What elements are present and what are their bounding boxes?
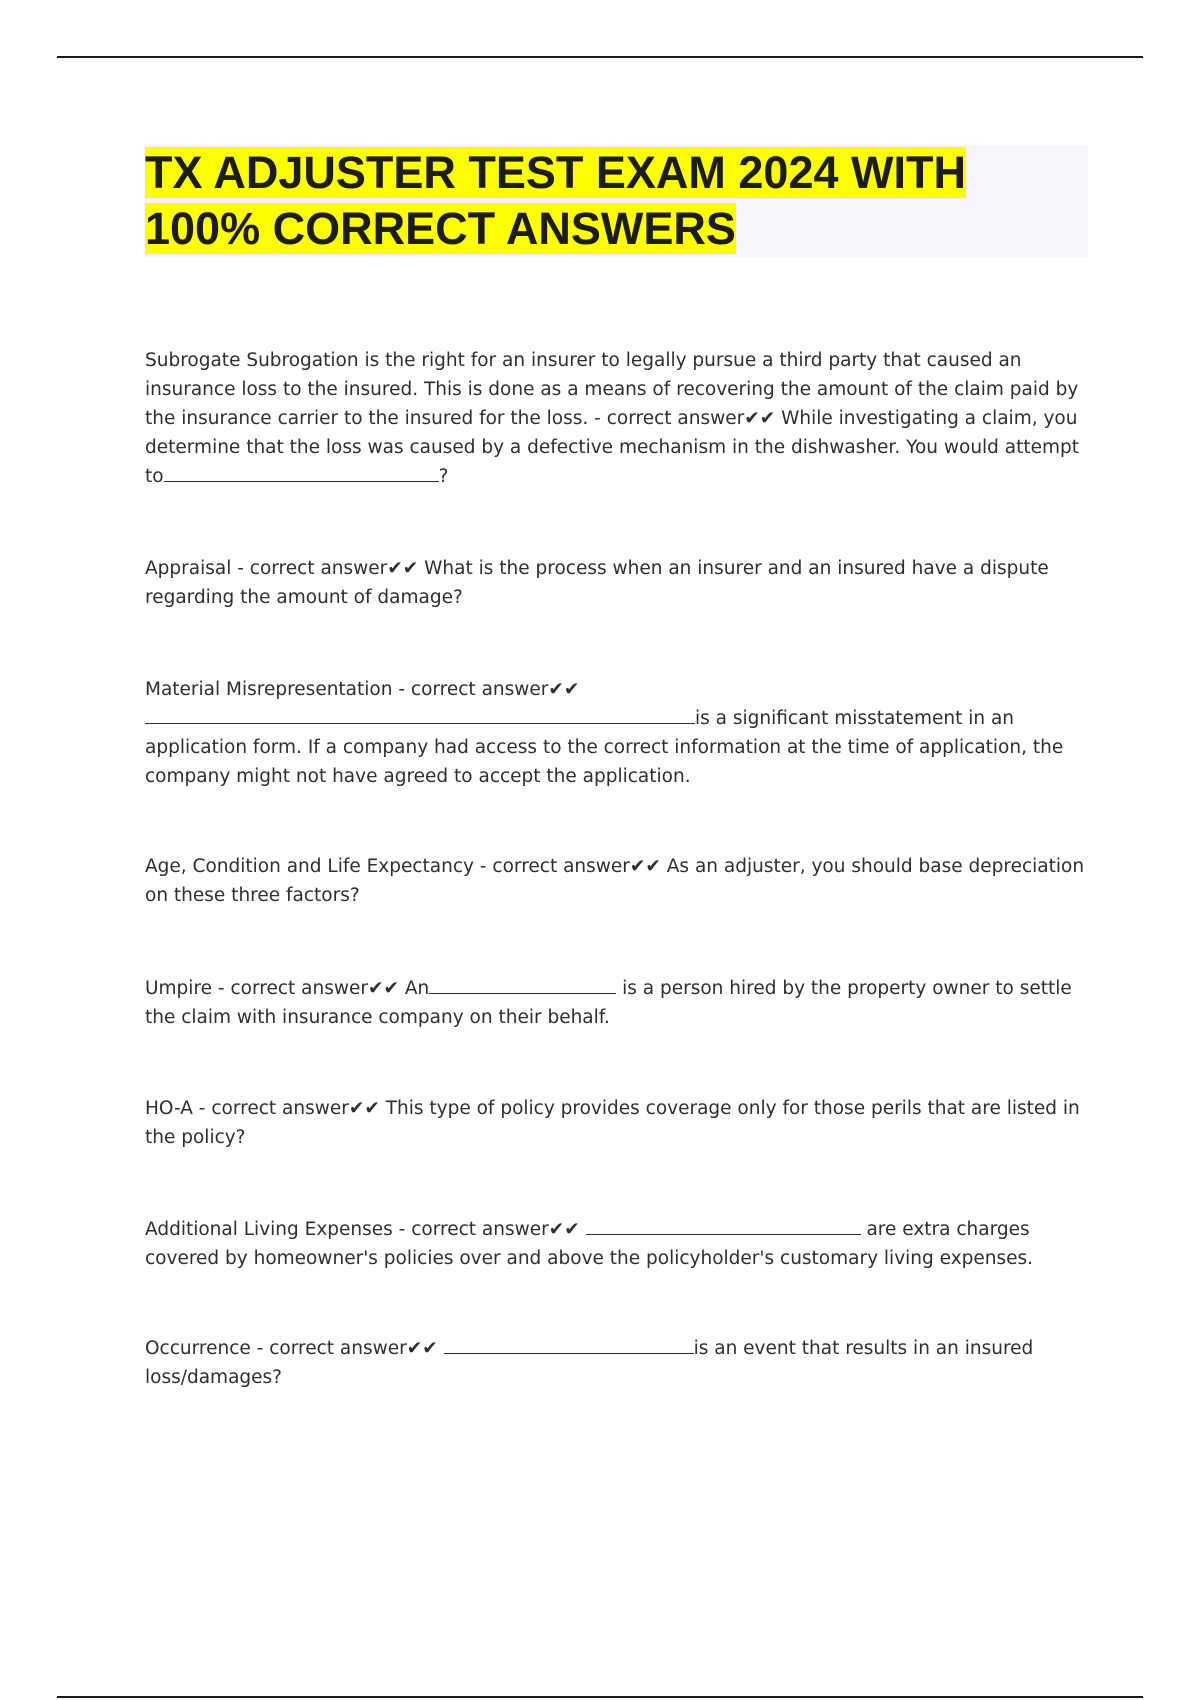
fill-in-blank bbox=[444, 1334, 694, 1354]
question-text-end: is a person hired by the property owner to settle the claim with insurance company on their behalf. bbox=[145, 978, 1072, 1028]
question-text-end: ? bbox=[438, 466, 449, 487]
answer-text: Appraisal bbox=[145, 558, 232, 579]
correct-answer-marker: - correct answer✔✔ bbox=[231, 558, 425, 579]
bottom-rule bbox=[57, 1696, 1143, 1698]
qa-item-3 bbox=[145, 675, 1090, 791]
correct-answer-marker: - correct answer✔✔ bbox=[588, 408, 782, 429]
title-line-1: TX ADJUSTER TEST EXAM 2024 WITH bbox=[145, 147, 966, 198]
question-text: As an adjuster, you should base depreciation on these three factors? bbox=[145, 856, 1085, 906]
answer-text: Umpire bbox=[145, 978, 213, 999]
fill-in-blank bbox=[145, 704, 695, 724]
document-title bbox=[145, 145, 1088, 257]
fill-in-blank bbox=[164, 462, 439, 482]
question-text: An bbox=[404, 978, 430, 999]
qa-item-6 bbox=[145, 1094, 1090, 1152]
question-text: While investigating a claim, you determine that the loss was caused by a defective mechanism in the dishwasher. You would attempt to bbox=[145, 408, 1080, 487]
top-rule bbox=[57, 56, 1143, 58]
fill-in-blank bbox=[429, 974, 616, 994]
question-text: are extra charges covered by homeowner's policies over and above the policyholder's customary living expenses. bbox=[145, 1219, 1034, 1269]
answer-text: HO-A bbox=[145, 1098, 193, 1119]
correct-answer-marker: - correct answer✔✔ bbox=[250, 1338, 444, 1359]
fill-in-blank bbox=[586, 1215, 861, 1235]
qa-item-5 bbox=[145, 974, 1090, 1032]
correct-answer-marker: - correct answer✔✔ bbox=[392, 1219, 586, 1240]
correct-answer-marker: - correct answer✔✔ bbox=[192, 1098, 386, 1119]
question-text: This type of policy provides coverage only for those perils that are listed in the policy? bbox=[145, 1098, 1080, 1148]
correct-answer-marker: - correct answer✔✔ bbox=[212, 978, 405, 999]
qa-item-8 bbox=[145, 1334, 1090, 1392]
answer-text: Subrogate Subrogation is the right for an insurer to legally pursue a third party that caused an insurance loss to the insured. This is done as a means of recovering the amount of the claim paid by the insurance carrier to the insured for the loss. bbox=[145, 350, 1079, 429]
answer-text: Additional Living Expenses bbox=[145, 1219, 393, 1240]
question-text: is an event that results in an insured loss/damages? bbox=[145, 1338, 1034, 1388]
answer-text: Material Misrepresentation bbox=[145, 679, 393, 700]
qa-item-2 bbox=[145, 554, 1090, 612]
question-text: What is the process when an insurer and an insured have a dispute regarding the amount of damage? bbox=[145, 558, 1049, 608]
qa-item-4 bbox=[145, 852, 1090, 910]
correct-answer-marker: - correct answer✔✔ bbox=[473, 856, 667, 877]
answer-text: Age, Condition and Life Expectancy bbox=[145, 856, 474, 877]
correct-answer-marker: - correct answer✔✔ bbox=[392, 679, 580, 700]
qa-item-1 bbox=[145, 346, 1090, 491]
title-line-2: 100% CORRECT ANSWERS bbox=[145, 203, 736, 254]
qa-item-7 bbox=[145, 1215, 1090, 1273]
title-block bbox=[145, 145, 1088, 257]
question-text: is a significant misstatement in an application form. If a company had access to the correct information at the time of application, the company might not have agreed to accept the application. bbox=[145, 708, 1064, 787]
answer-text: Occurrence bbox=[145, 1338, 251, 1359]
